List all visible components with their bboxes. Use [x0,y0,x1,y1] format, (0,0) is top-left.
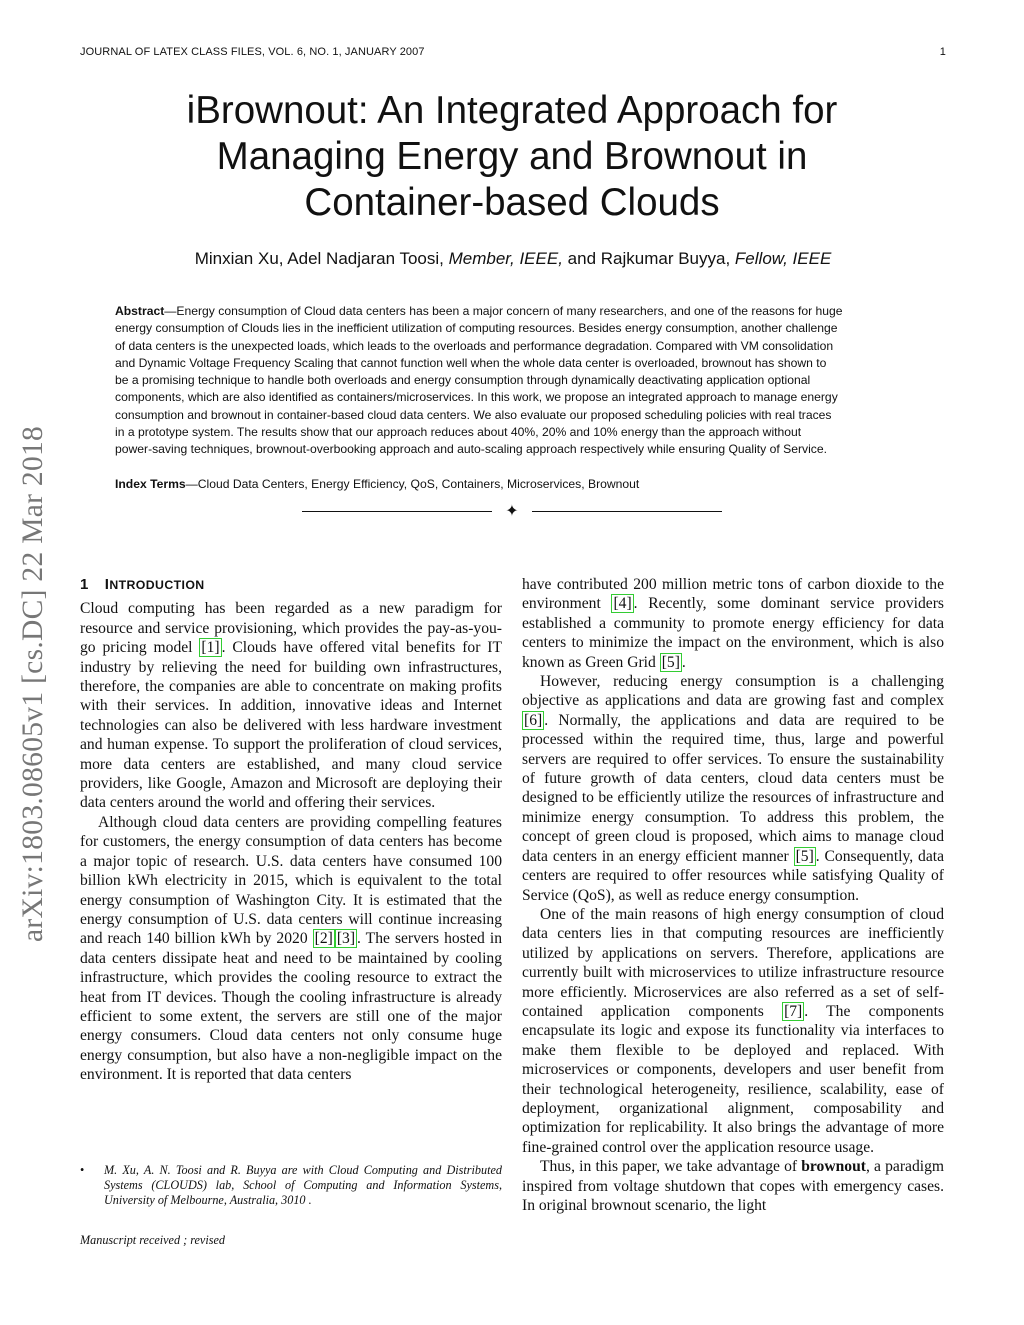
abstract-line: components, which are also identified as containers/microservices. In this work, we propose an integrated approach to manage energy [115,390,838,405]
divider-rule-right [532,511,722,512]
paragraph: One of the main reasons of high energy consumption of cloud data centers lies in that computing resources are inefficiently utilized by applications on servers. Therefore, applications are currently built with microservices to utilize infrastructure resource more efficiently. Microservices are also referred as a set of self-contained application components [7] . The components encapsulate its logic and expose its functionality via interfaces to make them flexible to be deployed and replaced. With microservices or components, developers and user benefit from their technological heterogeneity, resilience, scalability, ease of deployment, organizational alignment, composability and optimization for replicability. It also brings the advantage of more fine-grained control over the application resource usage. [522,905,945,1156]
abstract-line: be a promising technique to handle both overloads and energy consumption through dynamically deactivating application optional [115,373,811,388]
citation-link[interactable]: [5] [661,653,680,671]
abstract-line: consumption and brownout in container-based cloud data centers. We also evaluate our proposed scheduling policies with real traces [115,407,832,422]
footnote-text: M. Xu, A. N. Toosi and R. Buyya are with Cloud Computing and Distributed Systems (CLOUDS) lab, School of Computing and Information Systems, University of Melbourne, Australia, 3010 . [104,1163,502,1208]
section-title-rest: NTRODUCTION [109,578,205,592]
author-role-member: Member, IEEE, [448,249,563,268]
bullet-icon: • [80,1163,85,1177]
divider-rule-left [302,511,492,512]
running-header [80,46,946,58]
left-column [80,575,502,1085]
authors-last: and Rajkumar Buyya, [567,249,731,268]
authors-main: Minxian Xu, Adel Nadjaran Toosi, [194,249,444,268]
abstract-line: Abstract—Energy consumption of Cloud data centers has been a major concern of many researchers, and one of the reasons for huge [115,304,843,318]
paragraph: Although cloud data centers are providing compelling features for customers, the energy consumption of data centers has become a major topic of research. U.S. data centers have consumed 100 billion kWh electricity in 2015, which is equivalent to the total energy consumption of Washington City. It is estimated that the energy consumption of U.S. data centers will continue increasing and reach 140 billion kWh by 2020 [2] [3] . The servers hosted in data centers dissipate heat and need to be maintained by cooling infrastructure, which provides the cooling resource to extract the heat from IT devices. Though the cooling infrastructure is already efficient to some extent, the servers are still one of the major energy consumers. Cloud data centers not only consume huge energy consumption, but also have a non-negligible impact on the environment. It is reported that data centers [80,813,502,1084]
journal-name: JOURNAL OF LATEX CLASS FILES, VOL. 6, NO. 1, JANUARY 2007 [80,46,425,58]
title-line-2: Managing Energy and Brownout in [216,135,808,178]
citation-link[interactable]: [4] [613,595,632,613]
author-list [80,249,946,269]
citation-link[interactable]: [6] [524,711,543,729]
index-terms-text: —Cloud Data Centers, Energy Efficiency, QoS, Containers, Microservices, Brownout [185,477,640,491]
index-terms-label: Index Terms [115,477,186,491]
citation-link[interactable]: [3] [336,930,356,948]
abstract [115,303,909,459]
paragraph: Cloud computing has been regarded as a new paradigm for resource and service provisioning, which provides the pay-as-you-go pricing model [1] . Clouds have offered vital benefits for IT industry by relieving the need for building own infrastructures, therefore, the companies are able to concentrate on making profits with their services. In addition, innovative ideas and Internet technologies can also be delivered with less hardware investment and human expense. To support the proliferation of cloud services, more data centers are established, and many cloud service providers, like Google, Amazon and Microsoft are deploying their data centers around the world and offering their services. [80,600,502,812]
abstract-line: energy consumption of Clouds lies in the inefficient utilization of computing resources. Besides energy consumption, another challenge [115,321,838,336]
section-title-initial: I [104,576,110,593]
citation-link[interactable]: [2] [314,930,333,948]
title-line-1: iBrownout: An Integrated Approach for [186,89,838,132]
index-terms [115,477,909,491]
diamond-ornament-icon: ✦ [505,501,519,520]
paragraph: have contributed 200 million metric tons of carbon dioxide to the environment [4] . Recently, some dominant service providers established a community to promote energy efficiency for data centers to minimize the impact on the environment, which is also known as Green Grid [5] . [522,576,944,671]
arxiv-stamp: arXiv:1803.08605v1 [cs.DC] 22 Mar 2018 [17,425,49,942]
abstract-line: in a prototype system. The results show that our approach reduces about 40%, 20% and 10% energy than the approach without [115,425,802,440]
citation-link[interactable]: [7] [784,1002,803,1020]
section-heading [80,575,502,595]
right-column [522,575,944,1215]
abstract-line: of data centers is the unexpected loads, which leads to the overloads and performance degradation. Compared with VM consolidation [115,338,834,353]
author-role-fellow: Fellow, IEEE [734,249,832,268]
author-footnote [80,1163,502,1209]
bold-term: brownout [801,1158,866,1176]
section-divider [302,503,722,519]
manuscript-note: Manuscript received ; revised [80,1233,225,1247]
paragraph: However, reducing energy consumption is a challenging objective as applications and data are growing fast and complex [6] . Normally, the applications and data are required to be processed within the required time, thus, large and powerful servers are required to offer services. To ensure the sustainability of future growth of data centers, cloud data centers must be designed to be efficiently utilize the resources of infrastructure and minimize energy consumption. To address this problem, the concept of green cloud is proposed, which aims to manage cloud data centers in an energy efficient manner [5] . Consequently, data centers are required to offer resources while satisfying Quality of Service (QoS), as well as reduce energy consumption. [522,673,945,904]
abstract-label: Abstract [115,304,165,318]
paper-title [112,88,912,226]
citation-link[interactable]: [5] [795,847,814,865]
citation-link[interactable]: [1] [201,639,220,657]
section-number: 1 [80,576,89,593]
title-line-3: Container-based Clouds [304,181,720,224]
page-number: 1 [939,46,946,58]
abstract-line: power-saving techniques, brownout-overbooking approach and auto-scaling approach respectively while ensuring Quality of Service. [115,442,827,457]
abstract-line: and Dynamic Voltage Frequency Scaling that cannot function well when the whole data center is overloaded, brownout has shown to [115,355,827,370]
paragraph: Thus, in this paper, we take advantage of brownout, a paradigm inspired from voltage shutdown that copes with emergency cases. In original brownout scenario, the light [522,1158,945,1214]
